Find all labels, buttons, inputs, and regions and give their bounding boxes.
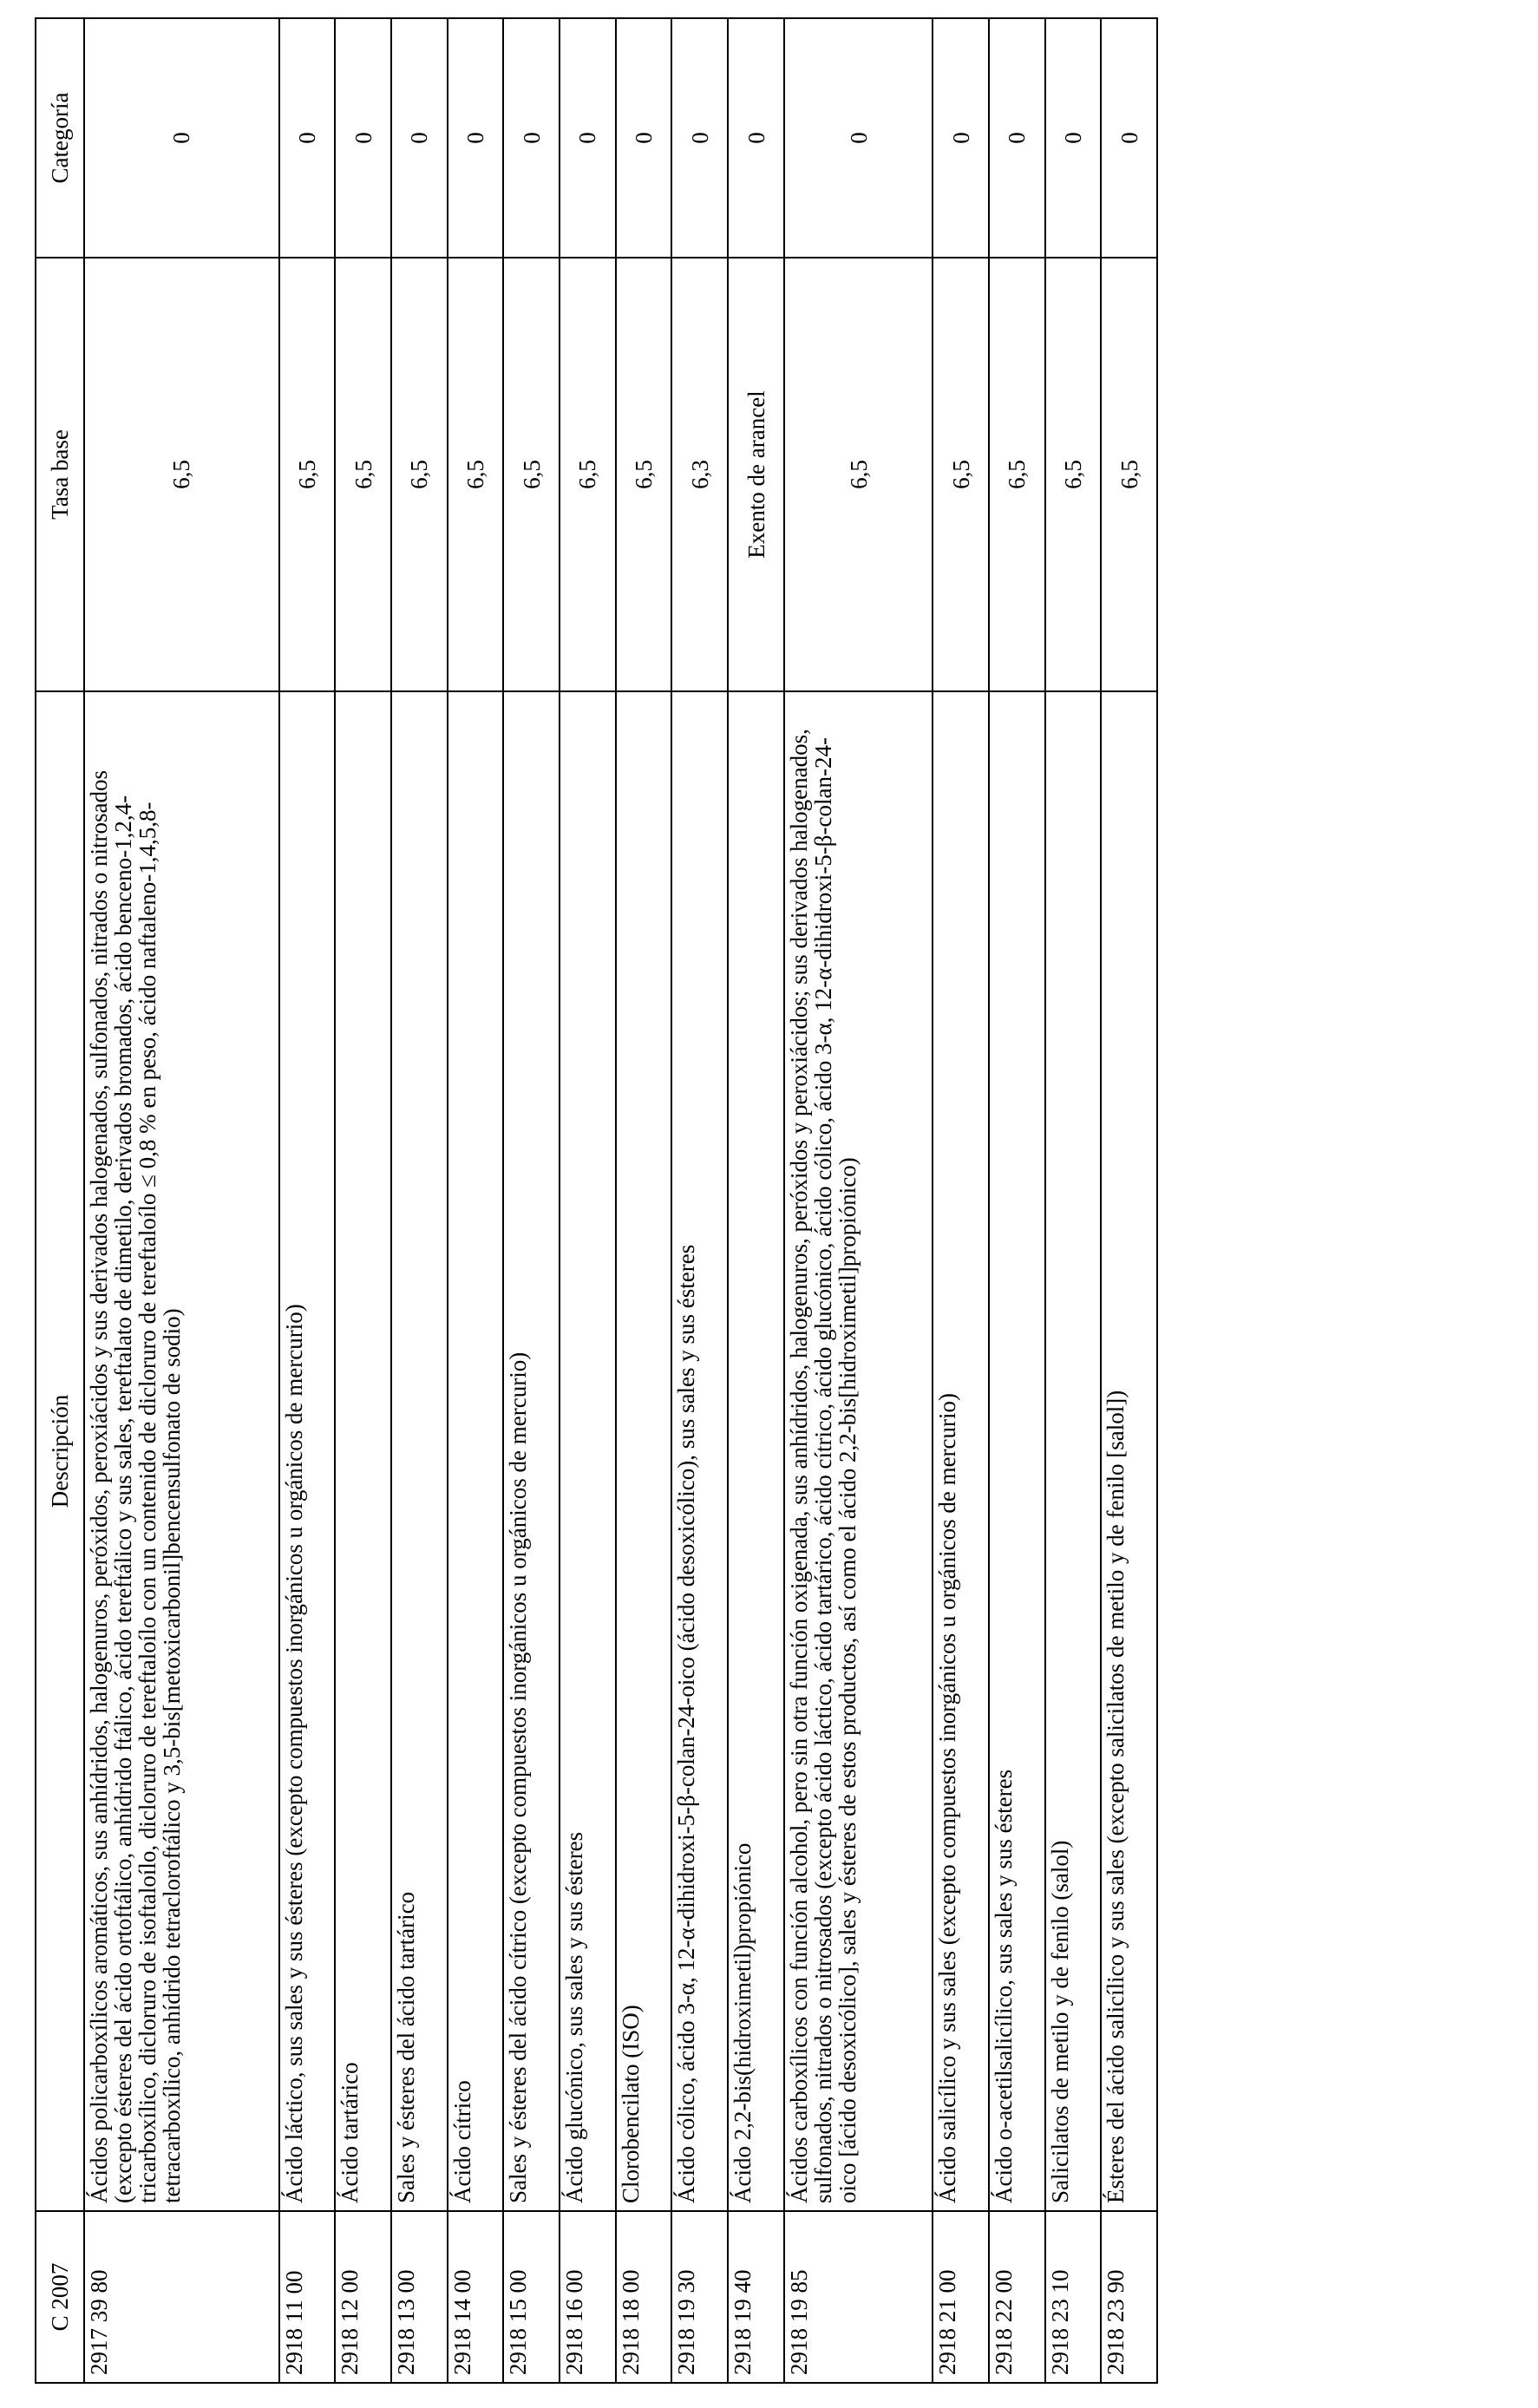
table-row (989, 18, 1045, 2383)
cell-description: Ácido tartárico (335, 691, 391, 2211)
cell-description: Sales y ésteres del ácido tartárico (391, 691, 448, 2211)
table-row (560, 18, 616, 2383)
cell-rate: 6,5 (989, 258, 1045, 691)
cell-description: Ácido glucónico, sus sales y sus ésteres (560, 691, 616, 2211)
table-row (784, 18, 933, 2383)
header-rate: Tasa base (36, 258, 84, 691)
cell-category: 0 (391, 18, 448, 258)
cell-rate: 6,5 (784, 258, 933, 691)
table-row (391, 18, 448, 2383)
cell-rate: 6,5 (391, 258, 448, 691)
header-row (36, 18, 84, 2383)
cell-category: 0 (989, 18, 1045, 258)
cell-rate: 6,5 (560, 258, 616, 691)
cell-code: 2918 19 40 (728, 2211, 784, 2383)
cell-rate: 6,5 (279, 258, 336, 691)
cell-category: 0 (279, 18, 336, 258)
cell-description: Ésteres del ácido salicílico y sus sales (excepto salicilatos de metilo y de fenilo [salol]) (1101, 691, 1157, 2211)
cell-code: 2918 23 90 (1101, 2211, 1157, 2383)
table-row (503, 18, 560, 2383)
table-row (671, 18, 728, 2383)
cell-rate: Exento de arancel (728, 258, 784, 691)
cell-description: Ácido 2,2-bis(hidroximetil)propiónico (728, 691, 784, 2211)
cell-code: 2918 23 10 (1045, 2211, 1102, 2383)
cell-rate: 6,5 (1101, 258, 1157, 691)
cell-code: 2918 19 30 (671, 2211, 728, 2383)
cell-code: 2918 16 00 (560, 2211, 616, 2383)
cell-code: 2918 22 00 (989, 2211, 1045, 2383)
cell-category: 0 (335, 18, 391, 258)
table-row (335, 18, 391, 2383)
cell-rate: 6,5 (933, 258, 989, 691)
tariff-table (35, 17, 1158, 2384)
cell-description: Ácido o-acetilsalicílico, sus sales y sus ésteres (989, 691, 1045, 2211)
cell-code: 2918 12 00 (335, 2211, 391, 2383)
cell-description: Ácidos carboxílicos con función alcohol, pero sin otra función oxigenada, sus anhídridos, halogenuros, peróxidos y peroxiácidos; sus derivados halogenados, sulfonados, nitrados o nitrosados (excepto ácido láctico, ácido tartárico, ácido cítrico, ácido glucónico, ácido cólico, ácido 3-α, 12-α-dihidroxi-5-β-colan-24-oico [ácido desoxicólico], sales y ésteres de estos productos, así como el ácido 2,2-bis[hidroximetil]propiónico) (784, 691, 933, 2211)
cell-code: 2918 13 00 (391, 2211, 448, 2383)
cell-category: 0 (448, 18, 504, 258)
cell-description: Ácido salicílico y sus sales (excepto compuestos inorgánicos u orgánicos de mercurio) (933, 691, 989, 2211)
table-row (1045, 18, 1102, 2383)
header-category: Categoría (36, 18, 84, 258)
cell-rate: 6,5 (503, 258, 560, 691)
cell-rate: 6,5 (84, 258, 279, 691)
cell-description: Clorobencilato (ISO) (616, 691, 672, 2211)
cell-description: Ácido láctico, sus sales y sus ésteres (excepto compuestos inorgánicos u orgánicos de mercurio) (279, 691, 336, 2211)
cell-rate: 6,5 (335, 258, 391, 691)
cell-code: 2918 18 00 (616, 2211, 672, 2383)
cell-code: 2918 15 00 (503, 2211, 560, 2383)
cell-category: 0 (616, 18, 672, 258)
cell-code: 2918 14 00 (448, 2211, 504, 2383)
cell-code: 2918 19 85 (784, 2211, 933, 2383)
cell-category: 0 (1045, 18, 1102, 258)
cell-category: 0 (671, 18, 728, 258)
table-row (84, 18, 279, 2383)
table-row (933, 18, 989, 2383)
cell-description: Ácidos policarboxílicos aromáticos, sus anhídridos, halogenuros, peróxidos, peroxiácidos y sus derivados halogenados, sulfonados, nitrados o nitrosados (excepto ésteres del ácido ortoftálico, anhídrido ftálico, ácido tereftálico y sus sales, tereftalato de dimetilo, derivados bromados, ácido benceno-1,2,4-tricarboxílico, dicloruro de isoftaloílo, dicloruro de tereftaloílo con un contenido de dicloruro de tereftaloílo ≤ 0,8 % en peso, ácido naftaleno-1,4,5,8-tetracarboxílico, anhídrido tetracloroftálico y 3,5-bis[metoxicarbonil]bencensulfonato de sodio) (84, 691, 279, 2211)
cell-description: Ácido cítrico (448, 691, 504, 2211)
table-row (728, 18, 784, 2383)
cell-description: Sales y ésteres del ácido cítrico (excepto compuestos inorgánicos u orgánicos de mercurio) (503, 691, 560, 2211)
table-row (1101, 18, 1157, 2383)
cell-category: 0 (933, 18, 989, 258)
cell-rate: 6,5 (616, 258, 672, 691)
header-code: C 2007 (36, 2211, 84, 2383)
cell-rate: 6,5 (1045, 258, 1102, 691)
table-row (448, 18, 504, 2383)
cell-code: 2917 39 80 (84, 2211, 279, 2383)
cell-category: 0 (84, 18, 279, 258)
header-description: Descripción (36, 691, 84, 2211)
cell-code: 2918 11 00 (279, 2211, 336, 2383)
cell-category: 0 (503, 18, 560, 258)
cell-category: 0 (1101, 18, 1157, 258)
table-row (279, 18, 336, 2383)
rotated-table-container (35, 19, 1158, 2384)
table-row (616, 18, 672, 2383)
cell-category: 0 (560, 18, 616, 258)
cell-description: Salicilatos de metilo y de fenilo (salol) (1045, 691, 1102, 2211)
cell-category: 0 (728, 18, 784, 258)
cell-category: 0 (784, 18, 933, 258)
cell-rate: 6,5 (448, 258, 504, 691)
cell-rate: 6,3 (671, 258, 728, 691)
cell-code: 2918 21 00 (933, 2211, 989, 2383)
cell-description: Ácido cólico, ácido 3-α, 12-α-dihidroxi-5-β-colan-24-oico (ácido desoxicólico), sus sales y sus ésteres (671, 691, 728, 2211)
